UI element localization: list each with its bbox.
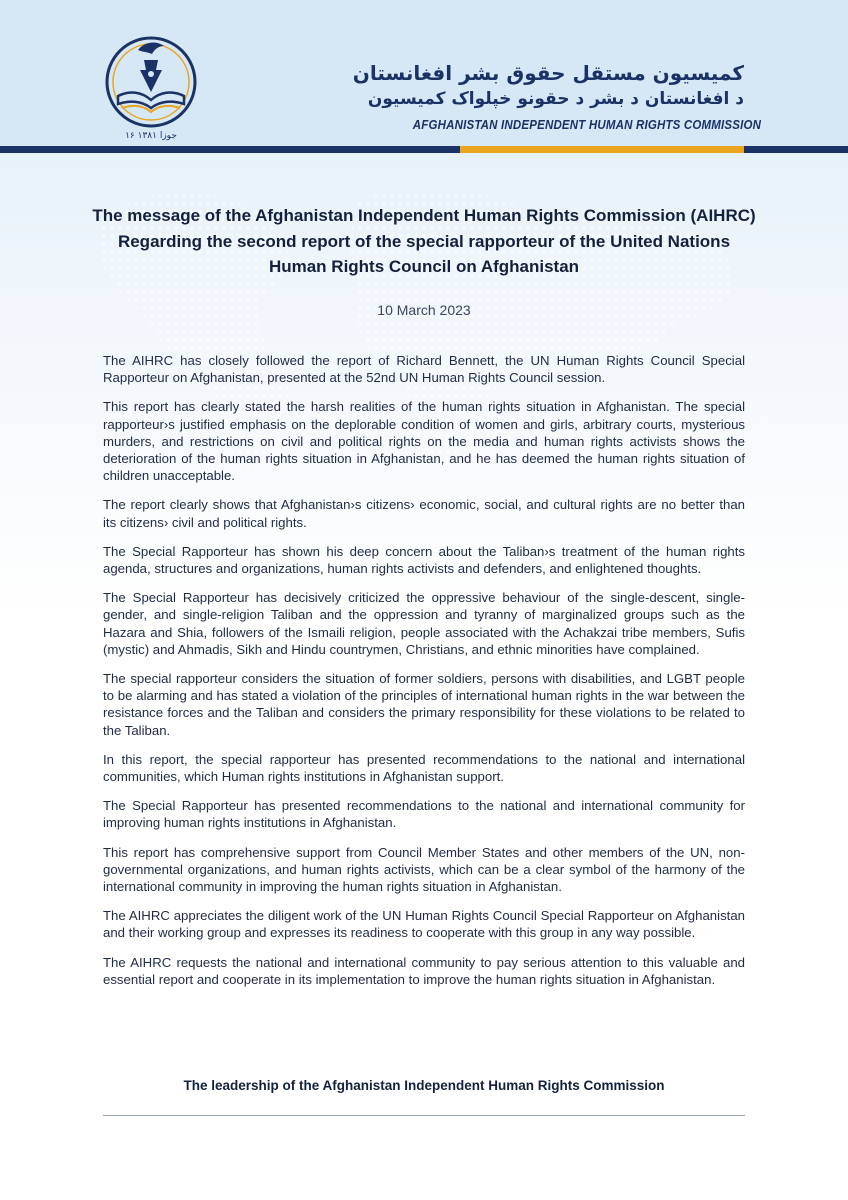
document-date: 10 March 2023 (377, 302, 471, 318)
header-divider-gold (460, 146, 744, 153)
body-paragraph: The Special Rapporteur has decisively criticized the oppressive behaviour of the single-descent, single-gender, and single-religion Taliban and the oppression and tyranny of marginalized groups such as the Hazara and Shia, followers of the Ismaili religion, people associated with the Achakzai tribe members, Sufis (mystic) and Ahmadis, Sikh and Hindu countrymen, Christians, and ethnic minorities have complained. (103, 590, 745, 657)
org-name-english: AFGHANISTAN INDEPENDENT HUMAN RIGHTS COMMISSION (412, 118, 762, 132)
body-paragraph: The report clearly shows that Afghanistan›s citizens› economic, social, and cultural rights are no better than its citizens› civil and political rights. (103, 497, 745, 530)
body-paragraph: The Special Rapporteur has presented recommendations to the national and international community for improving human rights institutions in Afghanistan. (103, 798, 745, 831)
organization-names (352, 60, 762, 132)
body-paragraph: The AIHRC requests the national and international community to pay serious attention to this valuable and essential report and cooperate in its implementation to improve the human rights situation in Afghanistan. (103, 954, 745, 987)
body-paragraph: The AIHRC appreciates the diligent work of the UN Human Rights Council Special Rapporteur on Afghanistan and their working group and expresses its readiness to cooperate with this group in any way possible. (103, 908, 745, 941)
org-name-pashto: د افغانستان د بشر د حقونو خپلواک کمیسیون (367, 89, 744, 109)
body-paragraph: This report has clearly stated the harsh realities of the human rights situation in Afghanistan. The special rapporteur›s justified emphasis on the deplorable condition of women and girls, arbitrary courts, mysterious murders, and restrictions on civil and political rights on the media and human rights activists shows the deterioration of the human rights situation in Afghanistan, and he has deemed the human rights situation of children unacceptable. (103, 399, 745, 484)
body-paragraph: The Special Rapporteur has shown his deep concern about the Taliban›s treatment of the human rights agenda, structures and organizations, human rights activists and defenders, and enlightened thoughts. (103, 543, 745, 577)
footer-divider (103, 1115, 745, 1116)
title-line: Regarding the second report of the special rapporteur of the United Nations (117, 231, 731, 251)
document-body (103, 352, 745, 1000)
aihrc-logo (100, 30, 202, 148)
title-line: Human Rights Council on Afghanistan (268, 257, 580, 276)
document-title (60, 203, 788, 280)
body-paragraph: The AIHRC has closely followed the report of Richard Bennett, the UN Human Rights Council Special Rapporteur on Afghanistan, presented at the 52nd UN Human Rights Council session. (103, 353, 745, 386)
org-name-dari: کمیسیون مستقل حقوق بشر افغانستان (352, 61, 744, 85)
title-line: The message of the Afghanistan Independent Human Rights Commission (AIHRC) (92, 206, 756, 225)
signature-line: The leadership of the Afghanistan Independent Human Rights Commission (183, 1078, 665, 1093)
body-paragraph: The special rapporteur considers the situation of former soldiers, persons with disabilities, and LGBT people to be alarming and has stated a violation of the principles of international human rights in the war between the resistance forces and the Taliban and considers the primary responsibility for these violations to be related to the Taliban. (103, 671, 745, 738)
logo-caption: ۱۶ جوزا ۱۳۸۱ (125, 131, 177, 141)
body-paragraph: In this report, the special rapporteur has presented recommendations to the national and international communities, which Human rights institutions in Afghanistan support. (103, 751, 745, 785)
body-paragraph: This report has comprehensive support from Council Member States and other members of the UN, non-governmental organizations, and human rights activists, which can be a clear symbol of the harmony of the international community in improving the human rights situation in Afghanistan. (103, 844, 745, 895)
